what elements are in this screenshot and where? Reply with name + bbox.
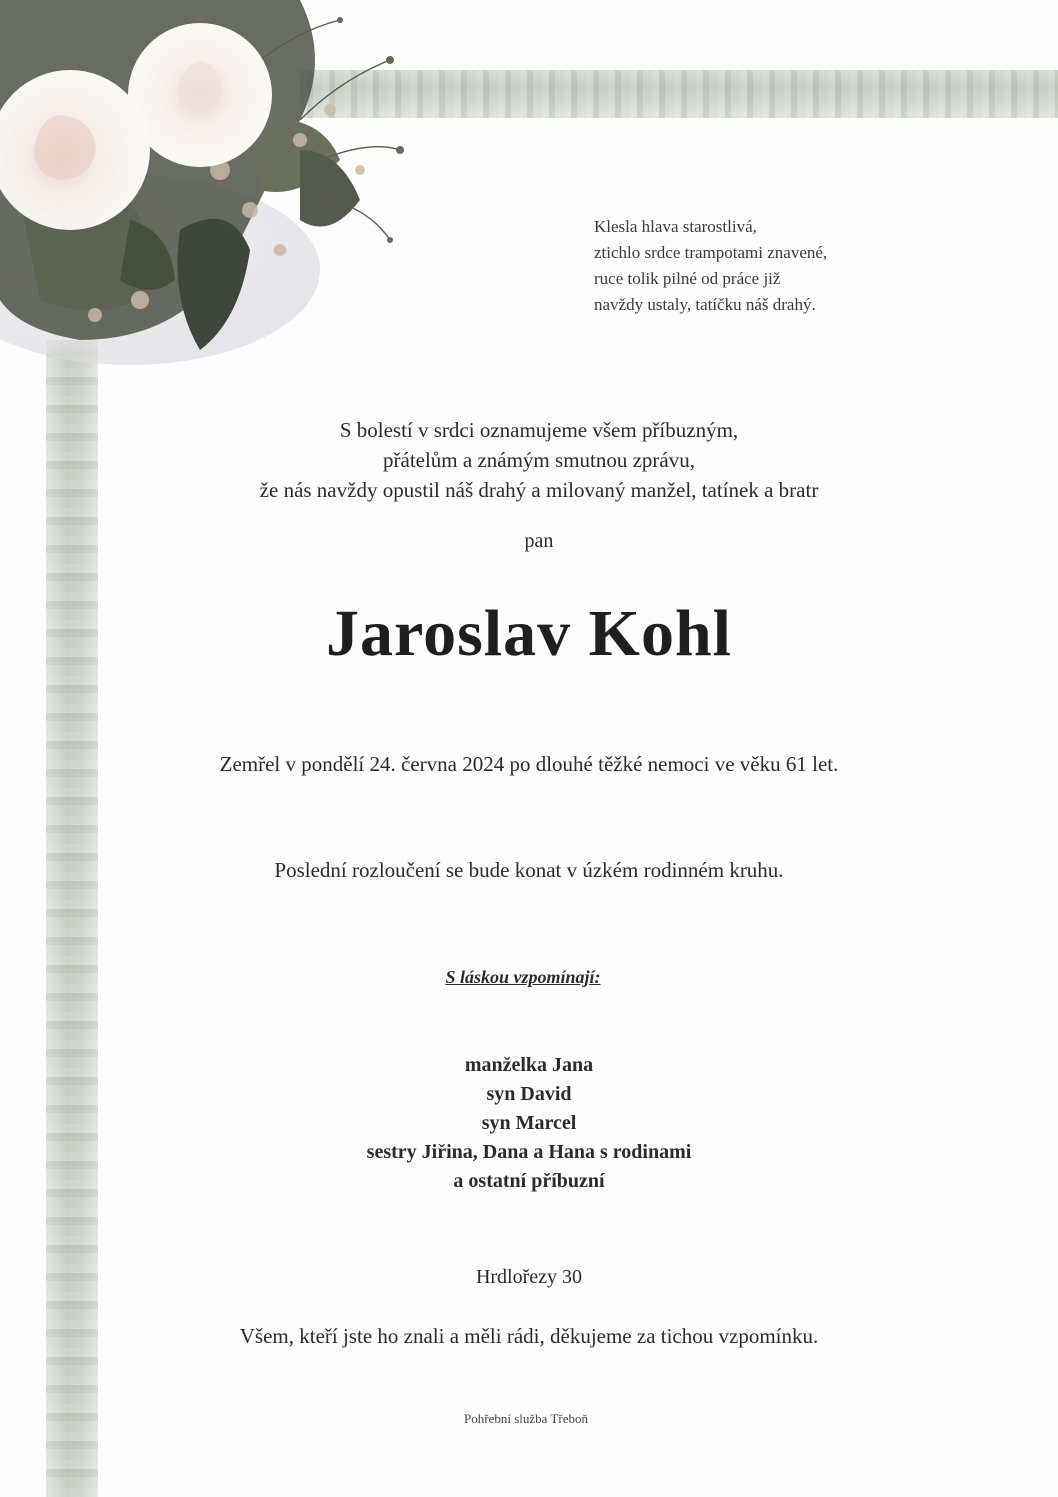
poem-line: ruce tolik pilné od práce již — [594, 269, 781, 288]
announcement-line: přátelům a známým smutnou zprávu, — [383, 448, 695, 472]
announcement-line: že nás navždy opustil náš drahý a milovaný manžel, tatínek a bratr — [259, 478, 819, 502]
poem-line: navždy ustaly, tatíčku náš drahý. — [594, 295, 816, 314]
mourner-name: a ostatní příbuzní — [453, 1170, 605, 1192]
funeral-service-credit: Pohřební služba Třeboň — [464, 1411, 588, 1426]
mourner-name: syn Marcel — [481, 1112, 577, 1134]
farewell-notice: Poslední rozloučení se bude konat v úzkém rodinném kruhu. — [274, 858, 784, 882]
salutation: pan — [524, 530, 554, 552]
memorial-poem — [594, 214, 924, 318]
thanks-text: Všem, kteří jste ho znali a měli rádi, děkujeme za tichou vzpomínku. — [239, 1324, 819, 1348]
mourner-name: manželka Jana — [464, 1054, 594, 1076]
poem-line: ztichlo srdce trampotami znavené, — [594, 243, 828, 262]
address: Hrdlořezy 30 — [475, 1266, 583, 1288]
mourners-list — [0, 1051, 1058, 1196]
rose-bouquet-illustration — [0, 0, 430, 370]
death-notice: Zemřel v pondělí 24. června 2024 po dlouhé těžké nemoci ve věku 61 let. — [219, 752, 839, 776]
mourner-name: syn David — [486, 1083, 572, 1105]
mourners-heading: S láskou vzpomínají: — [445, 967, 601, 987]
announcement-text — [10, 415, 1058, 505]
deceased-name: Jaroslav Kohl — [325, 597, 732, 670]
announcement-line: S bolestí v srdci oznamujeme všem příbuzným, — [339, 418, 739, 442]
mourner-name: sestry Jiřina, Dana a Hana s rodinami — [366, 1141, 692, 1163]
poem-line: Klesla hlava starostlivá, — [594, 217, 757, 236]
